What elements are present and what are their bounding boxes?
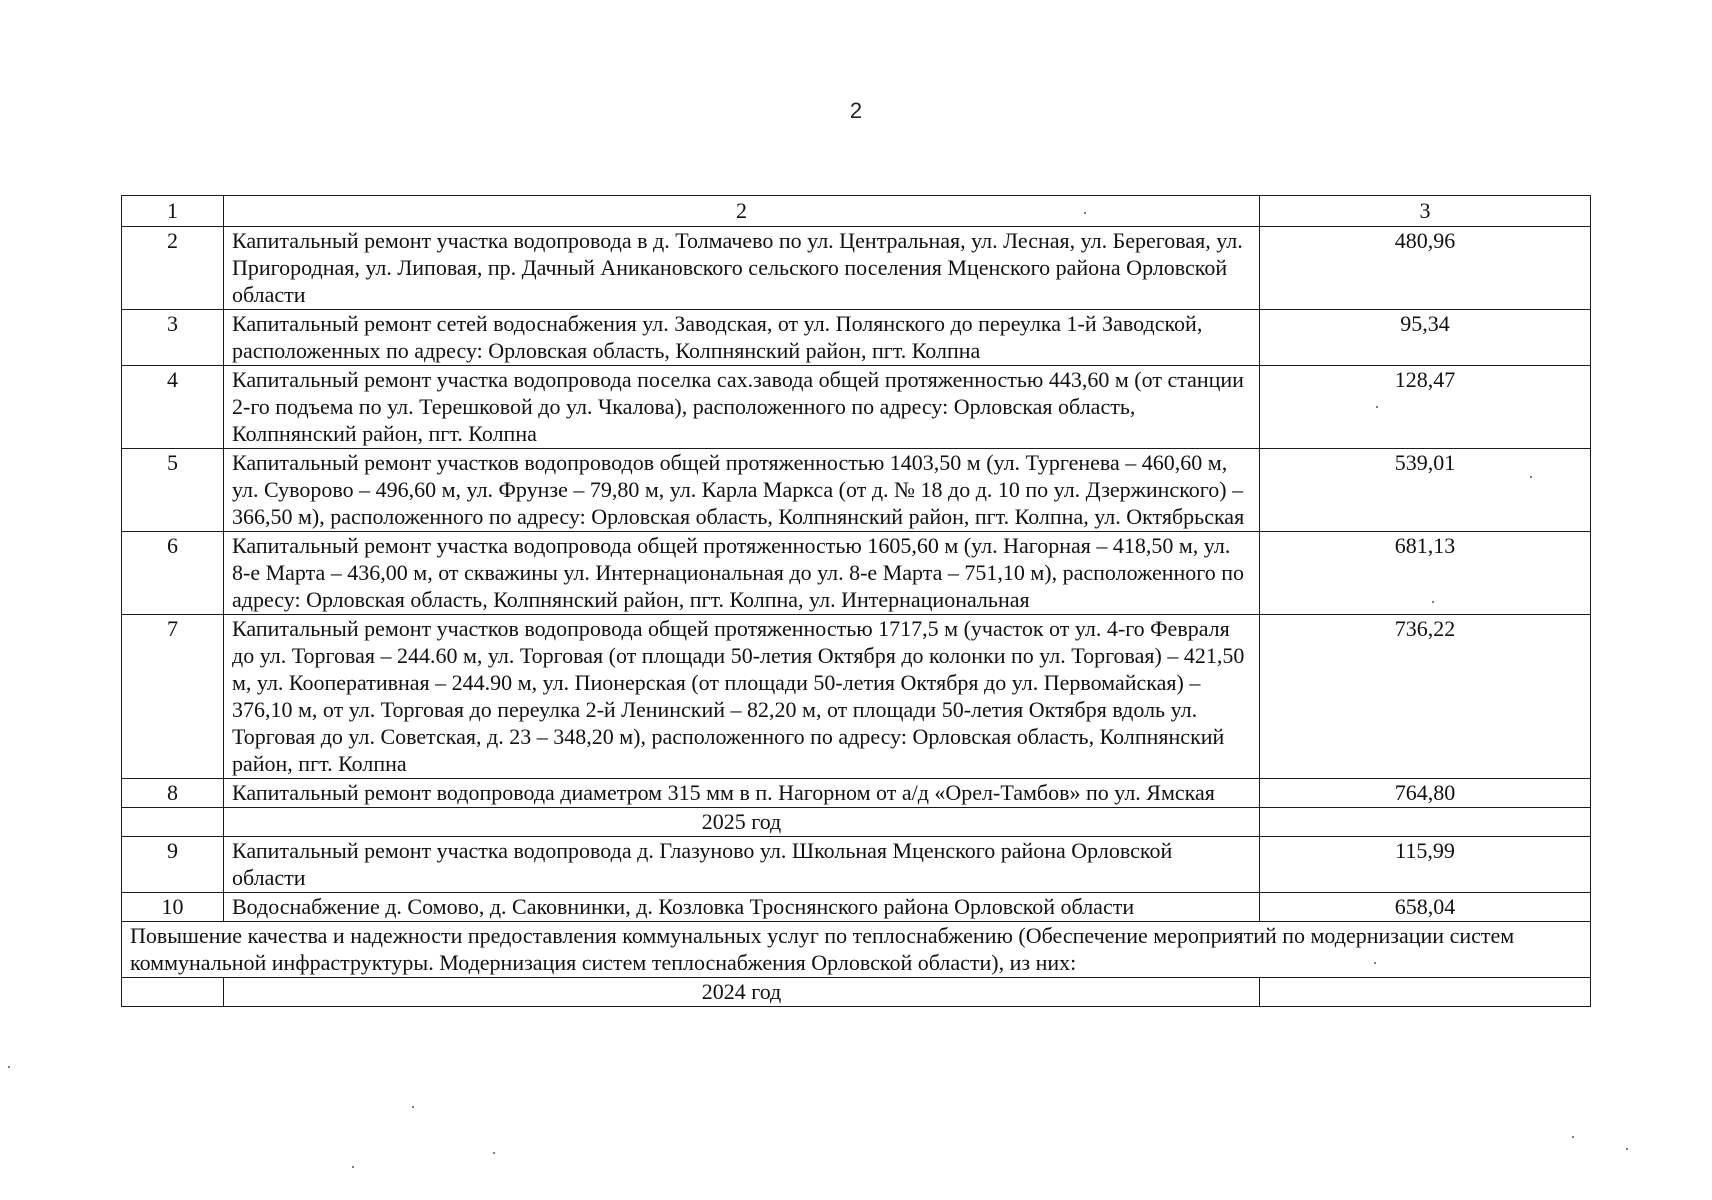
scan-speck (8, 1066, 10, 1068)
row-value: 115,99 (1260, 837, 1591, 893)
row-description: Капитальный ремонт сетей водоснабжения ул. Заводская, от ул. Полянского до переулка 1-й Заводской, расположенных по адресу: Орловская область, Колпнянский район, пгт. Колпна (224, 310, 1260, 366)
scan-speck (1432, 601, 1434, 603)
page-number: 2 (849, 98, 863, 123)
scan-speck (1084, 212, 1086, 214)
table-row (122, 779, 1591, 808)
row-number: 7 (122, 615, 224, 779)
row-value: 764,80 (1260, 779, 1591, 808)
column-header-1: 1 (122, 196, 224, 227)
table-row (122, 615, 1591, 779)
table-row (122, 837, 1591, 893)
year-label-2025: 2025 год (224, 808, 1260, 837)
year-row-empty-cell (1260, 978, 1591, 1007)
table-row (122, 366, 1591, 449)
row-value: 480,96 (1260, 227, 1591, 310)
row-value: 658,04 (1260, 893, 1591, 922)
scan-speck (1572, 1136, 1574, 1138)
row-value: 128,47 (1260, 366, 1591, 449)
scan-speck (1530, 476, 1532, 478)
year-row-empty-cell (122, 808, 224, 837)
table-row (122, 310, 1591, 366)
projects-table (121, 195, 1591, 1007)
table-row (122, 449, 1591, 532)
row-number: 3 (122, 310, 224, 366)
row-number: 6 (122, 532, 224, 615)
scan-speck (1376, 406, 1378, 408)
column-header-2: 2 (224, 196, 1260, 227)
scan-speck (1626, 1148, 1628, 1150)
table-row (122, 893, 1591, 922)
scan-speck (412, 1106, 414, 1108)
row-description: Капитальный ремонт участка водопровода общей протяженностью 1605,60 м (ул. Нагорная – 418,50 м, ул. 8-е Марта – 436,00 м, от скважины ул. Интернациональная до ул. 8-е Марта – 751,10 м), расположенного по адресу: Орловская область, Колпнянский район, пгт. Колпна, ул. Интернациональная (224, 532, 1260, 615)
column-header-3: 3 (1260, 196, 1591, 227)
year-row-empty-cell (1260, 808, 1591, 837)
row-value: 539,01 (1260, 449, 1591, 532)
year-row-2024 (122, 978, 1591, 1007)
table-header-row (122, 196, 1591, 227)
year-row-2025 (122, 808, 1591, 837)
row-value: 681,13 (1260, 532, 1591, 615)
section-heading-heat-supply: Повышение качества и надежности предоставления коммунальных услуг по теплоснабжению (Обеспечение мероприятий по модернизации систем коммунальной инфраструктуры. Модернизация систем теплоснабжения Орловской области), из них: (122, 922, 1591, 978)
table-row (122, 227, 1591, 310)
row-description: Капитальный ремонт участка водопровода в д. Толмачево по ул. Центральная, ул. Лесная, ул. Береговая, ул. Пригородная, ул. Липовая, пр. Дачный Аникановского сельского поселения Мценского района Орловской области (224, 227, 1260, 310)
row-number: 10 (122, 893, 224, 922)
row-description: Капитальный ремонт участка водопровода д. Глазуново ул. Школьная Мценского района Орловской области (224, 837, 1260, 893)
section-row-heat-supply (122, 922, 1591, 978)
row-number: 5 (122, 449, 224, 532)
row-number: 9 (122, 837, 224, 893)
table-row (122, 532, 1591, 615)
year-label-2024: 2024 год (224, 978, 1260, 1007)
row-description: Капитальный ремонт водопровода диаметром 315 мм в п. Нагорном от а/д «Орел-Тамбов» по ул. Ямская (224, 779, 1260, 808)
scan-speck (352, 1166, 354, 1168)
row-description: Капитальный ремонт участков водопровода общей протяженностью 1717,5 м (участок от ул. 4-го Февраля до ул. Торговая – 244.60 м, ул. Торговая (от площади 50-летия Октября до колонки по ул. Торговая) – 421,50 м, ул. Кооперативная – 244.90 м, ул. Пионерская (от площади 50-летия Октября до ул. Первомайская) – 376,10 м, от ул. Торговая до переулка 2-й Ленинский – 82,20 м, от площади 50-летия Октября вдоль ул. Торговая до ул. Советская, д. 23 – 348,20 м), расположенного по адресу: Орловская область, Колпнянский район, пгт. Колпна (224, 615, 1260, 779)
scan-speck (493, 1152, 495, 1154)
row-value: 95,34 (1260, 310, 1591, 366)
year-row-empty-cell (122, 978, 224, 1007)
scan-speck (1374, 962, 1376, 964)
row-number: 4 (122, 366, 224, 449)
row-number: 8 (122, 779, 224, 808)
row-description: Капитальный ремонт участков водопроводов общей протяженностью 1403,50 м (ул. Тургенева – 460,60 м, ул. Суворово – 496,60 м, ул. Фрунзе – 79,80 м, ул. Карла Маркса (от д. № 18 до д. 10 по ул. Дзержинского) – 366,50 м), расположенного по адресу: Орловская область, Колпнянский район, пгт. Колпна, ул. Октябрьская (224, 449, 1260, 532)
row-description: Капитальный ремонт участка водопровода поселка сах.завода общей протяженностью 443,60 м (от станции 2-го подъема по ул. Терешковой до ул. Чкалова), расположенного по адресу: Орловская область, Колпнянский район, пгт. Колпна (224, 366, 1260, 449)
row-number: 2 (122, 227, 224, 310)
row-description: Водоснабжение д. Сомово, д. Саковнинки, д. Козловка Троснянского района Орловской области (224, 893, 1260, 922)
row-value: 736,22 (1260, 615, 1591, 779)
